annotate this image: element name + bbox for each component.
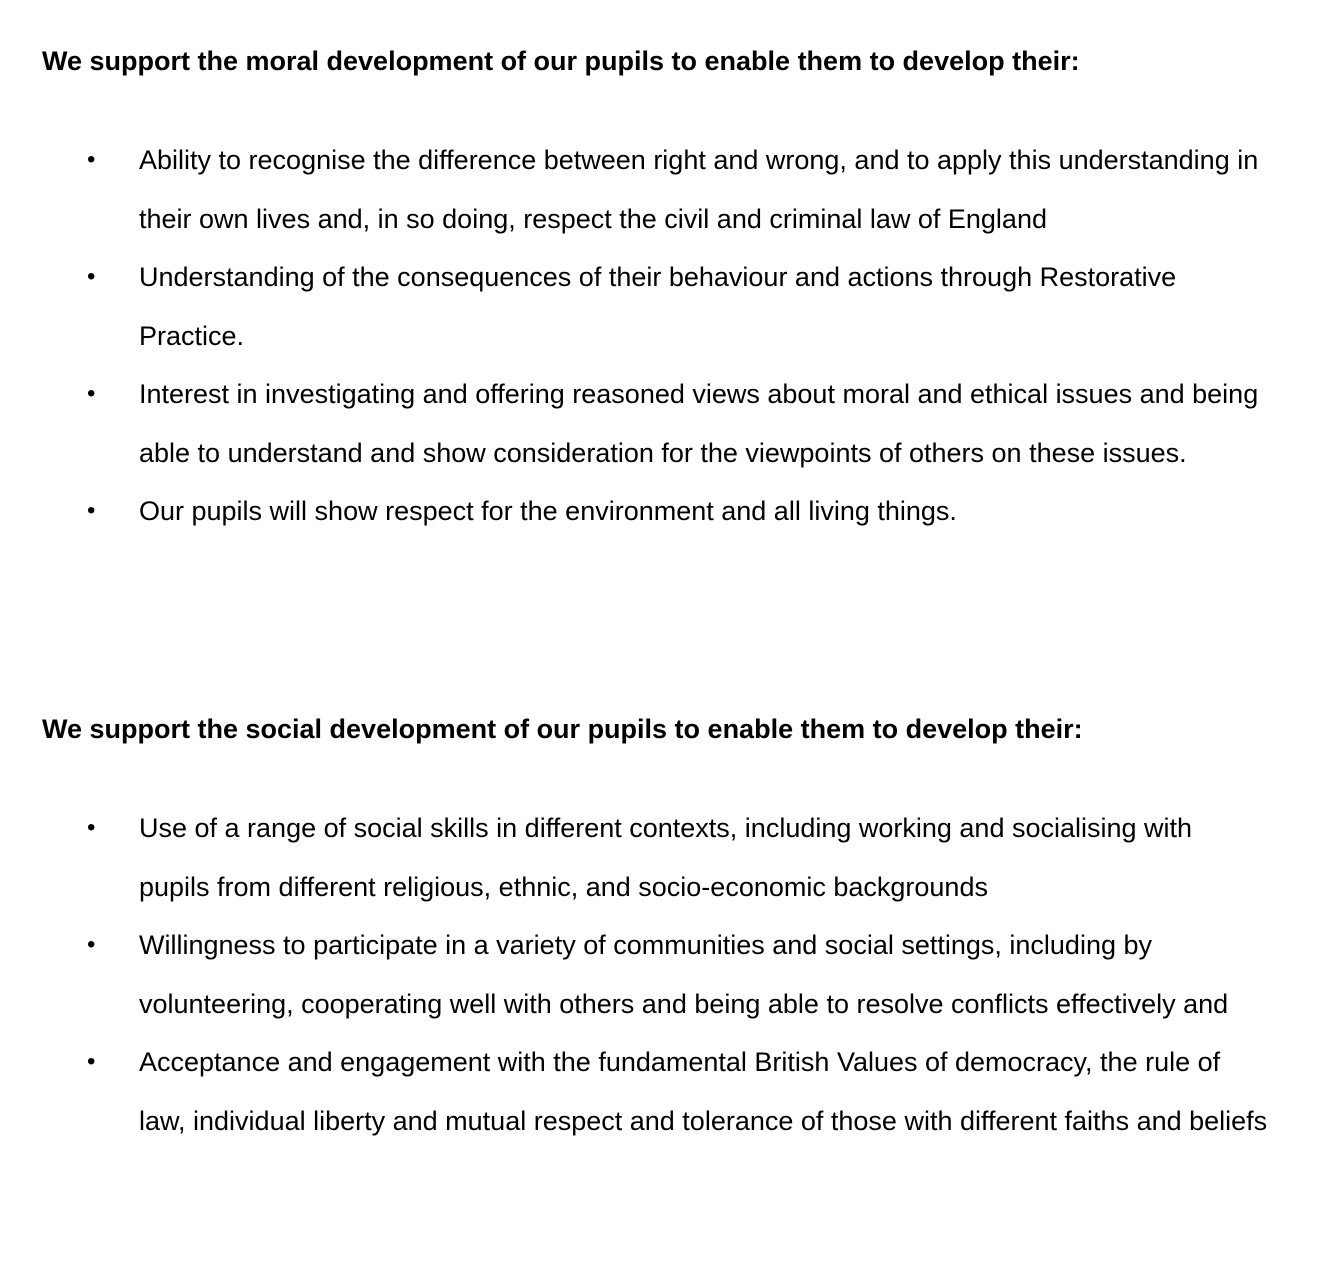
list-item — [0, 131, 1269, 248]
moral-development-list — [0, 131, 1322, 541]
list-item-text: Understanding of the consequences of their behaviour and actions through Restorative Practice. — [139, 262, 1177, 351]
list-item — [0, 482, 1269, 541]
list-item-text: Our pupils will show respect for the environment and all living things. — [139, 496, 957, 526]
bullet-icon: • — [87, 263, 96, 290]
list-item-text: Use of a range of social skills in different contexts, including working and socialising with pupils from different religious, ethnic, and socio-economic backgrounds — [139, 813, 1193, 902]
list-item-text: Interest in investigating and offering reasoned views about moral and ethical issues and being able to understand and show consideration for the viewpoints of others on these issues. — [139, 379, 1259, 468]
bullet-icon: • — [87, 497, 96, 524]
list-item — [0, 799, 1269, 916]
list-item-text: Acceptance and engagement with the fundamental British Values of democracy, the rule of law, individual liberty and mutual respect and tolerance of those with different faiths and beliefs — [139, 1047, 1268, 1136]
moral-development-heading: We support the moral development of our pupils to enable them to develop their: — [42, 46, 1080, 76]
bullet-icon: • — [87, 146, 96, 173]
list-item — [0, 1033, 1269, 1150]
list-item-text: Ability to recognise the difference between right and wrong, and to apply this understanding in their own lives and, in so doing, respect the civil and criminal law of England — [139, 145, 1259, 234]
bullet-icon: • — [87, 814, 96, 841]
bullet-icon: • — [87, 931, 96, 958]
list-item-text: Willingness to participate in a variety of communities and social settings, including by volunteering, cooperating well with others and being able to resolve conflicts effectively and — [139, 930, 1229, 1019]
list-item — [0, 916, 1269, 1033]
bullet-icon: • — [87, 1048, 96, 1075]
bullet-icon: • — [87, 380, 96, 407]
list-item — [0, 248, 1269, 365]
list-item — [0, 365, 1269, 482]
social-development-list — [0, 799, 1322, 1150]
social-development-heading: We support the social development of our pupils to enable them to develop their: — [42, 714, 1083, 744]
